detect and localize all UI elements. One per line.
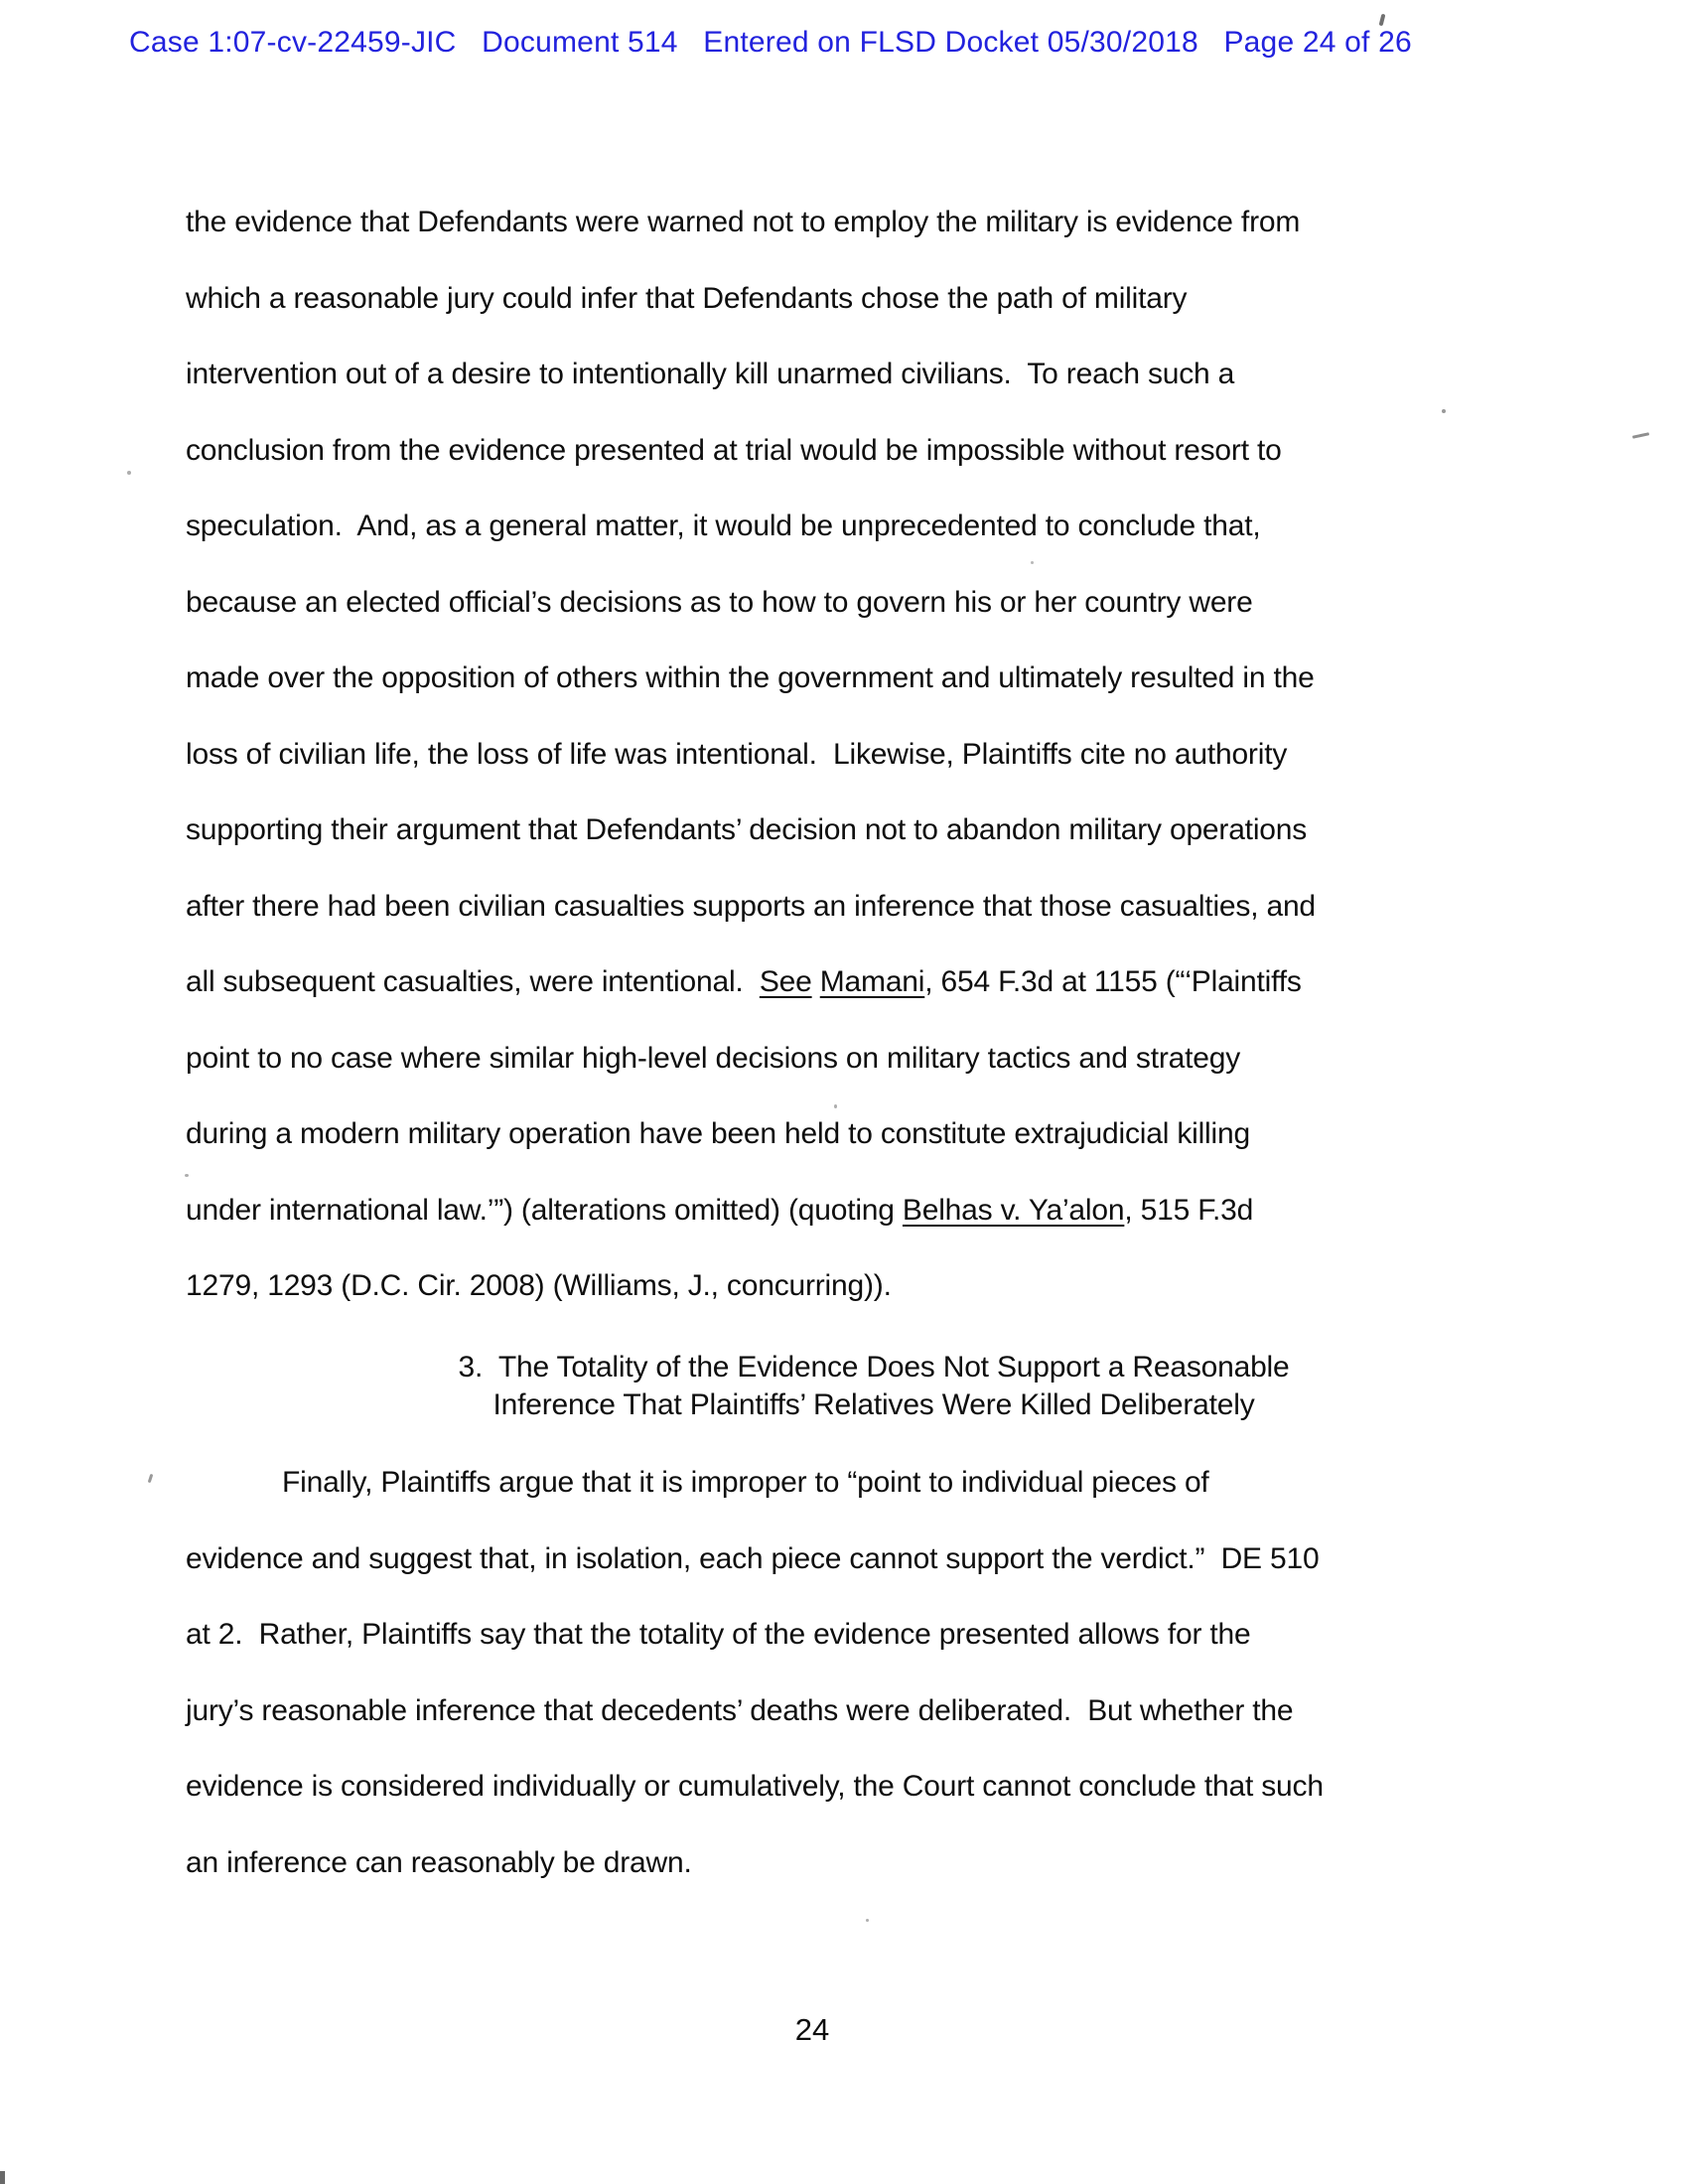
text-segment: conclusion from the evidence presented at trial would be impossible without resort to — [186, 433, 1282, 467]
text-segment: loss of civilian life, the loss of life was intentional. Likewise, Plaintiffs cite no authority — [186, 737, 1288, 771]
text-line — [186, 1173, 1439, 1249]
text-line — [186, 641, 1439, 717]
text-segment: the evidence that Defendants were warned not to employ the military is evidence from — [186, 206, 1301, 238]
text-segment: which a reasonable jury could infer that Defendants chose the path of military — [186, 281, 1188, 315]
text-segment: an inference can reasonably be drawn. — [186, 1845, 692, 1879]
text-line — [186, 793, 1439, 869]
text-segment: evidence and suggest that, in isolation, each piece cannot support the verdict.” DE 510 — [186, 1541, 1320, 1575]
text-line — [186, 945, 1439, 1021]
page-number: 24 — [794, 2012, 830, 2047]
text-segment: supporting their argument that Defendants’ decision not to abandon military operations — [186, 813, 1308, 846]
scan-speck — [1632, 432, 1649, 438]
scan-speck — [148, 1474, 154, 1483]
text-line — [186, 869, 1439, 946]
text-segment: , 654 F.3d at 1155 (“‘Plaintiffs — [924, 965, 1302, 998]
text-segment: made over the opposition of others within the government and ultimately resulted in the — [186, 661, 1315, 694]
text-line — [186, 1825, 1439, 1902]
text-line — [186, 1021, 1439, 1097]
text-line — [186, 489, 1439, 565]
text-segment: 1279, 1293 (D.C. Cir. 2008) (Williams, J., concurring)). — [186, 1269, 892, 1302]
paragraph-1 — [186, 185, 1439, 1325]
text-segment: speculation. And, as a general matter, it would be unprecedented to conclude that, — [186, 510, 1261, 542]
case-header: Case 1:07-cv-22459-JIC Document 514 Entered on FLSD Docket 05/30/2018 Page 24 of 26 — [129, 26, 1412, 59]
text-segment: evidence is considered individually or cumulatively, the Court cannot conclude that such — [186, 1770, 1324, 1803]
scan-speck — [834, 1104, 837, 1108]
scan-speck — [866, 1919, 869, 1922]
text-line — [186, 717, 1439, 794]
section-heading-3 — [247, 1349, 1500, 1424]
text-segment: all subsequent casualties, were intentional. — [186, 965, 760, 998]
text-line — [186, 1445, 1439, 1522]
scan-speck — [1442, 409, 1446, 413]
text-segment — [812, 965, 820, 998]
text-line — [186, 1522, 1439, 1598]
text-line — [247, 1386, 1500, 1424]
text-segment: under international law.’”) (alterations omitted) (quoting — [186, 1193, 903, 1227]
text-line — [186, 1749, 1439, 1825]
text-segment: during a modern military operation have been held to constitute extrajudicial killing — [186, 1117, 1250, 1150]
text-line — [186, 261, 1439, 338]
scan-speck — [127, 471, 131, 475]
text-segment: point to no case where similar high-level decisions on military tactics and strategy — [186, 1041, 1241, 1075]
text-line — [186, 1096, 1439, 1173]
text-line — [186, 185, 1439, 261]
paragraph-2 — [186, 1445, 1439, 1901]
scan-speck — [185, 1174, 189, 1177]
text-line — [247, 1349, 1500, 1386]
text-segment: 3. The Totality of the Evidence Does Not Support a Reasonable — [458, 1351, 1290, 1383]
text-segment: Inference That Plaintiffs’ Relatives Were Killed Deliberately — [492, 1388, 1255, 1421]
text-segment: after there had been civilian casualties supports an inference that those casualties, and — [186, 889, 1316, 923]
text-segment: intervention out of a desire to intentionally kill unarmed civilians. To reach such a — [186, 358, 1235, 390]
text-segment: because an elected official’s decisions as to how to govern his or her country were — [186, 585, 1253, 619]
citation-underlined: Mamani — [819, 965, 925, 998]
text-segment: , 515 F.3d — [1124, 1193, 1254, 1227]
citation-underlined: Belhas v. Ya’alon — [902, 1193, 1125, 1227]
text-line — [186, 413, 1439, 490]
scan-speck — [1031, 561, 1034, 564]
text-line — [186, 1674, 1439, 1750]
text-segment: at 2. Rather, Plaintiffs say that the totality of the evidence presented allows for the — [186, 1618, 1251, 1651]
text-line — [186, 1248, 1439, 1325]
text-line — [186, 1597, 1439, 1674]
scan-speck — [0, 2171, 5, 2184]
text-line — [186, 337, 1439, 413]
citation-underlined: See — [759, 965, 812, 998]
text-line — [186, 565, 1439, 642]
text-segment: Finally, Plaintiffs argue that it is improper to “point to individual pieces of — [282, 1466, 1209, 1499]
text-segment: jury’s reasonable inference that decedents’ deaths were deliberated. But whether the — [186, 1693, 1294, 1727]
scan-speck — [1379, 14, 1386, 27]
